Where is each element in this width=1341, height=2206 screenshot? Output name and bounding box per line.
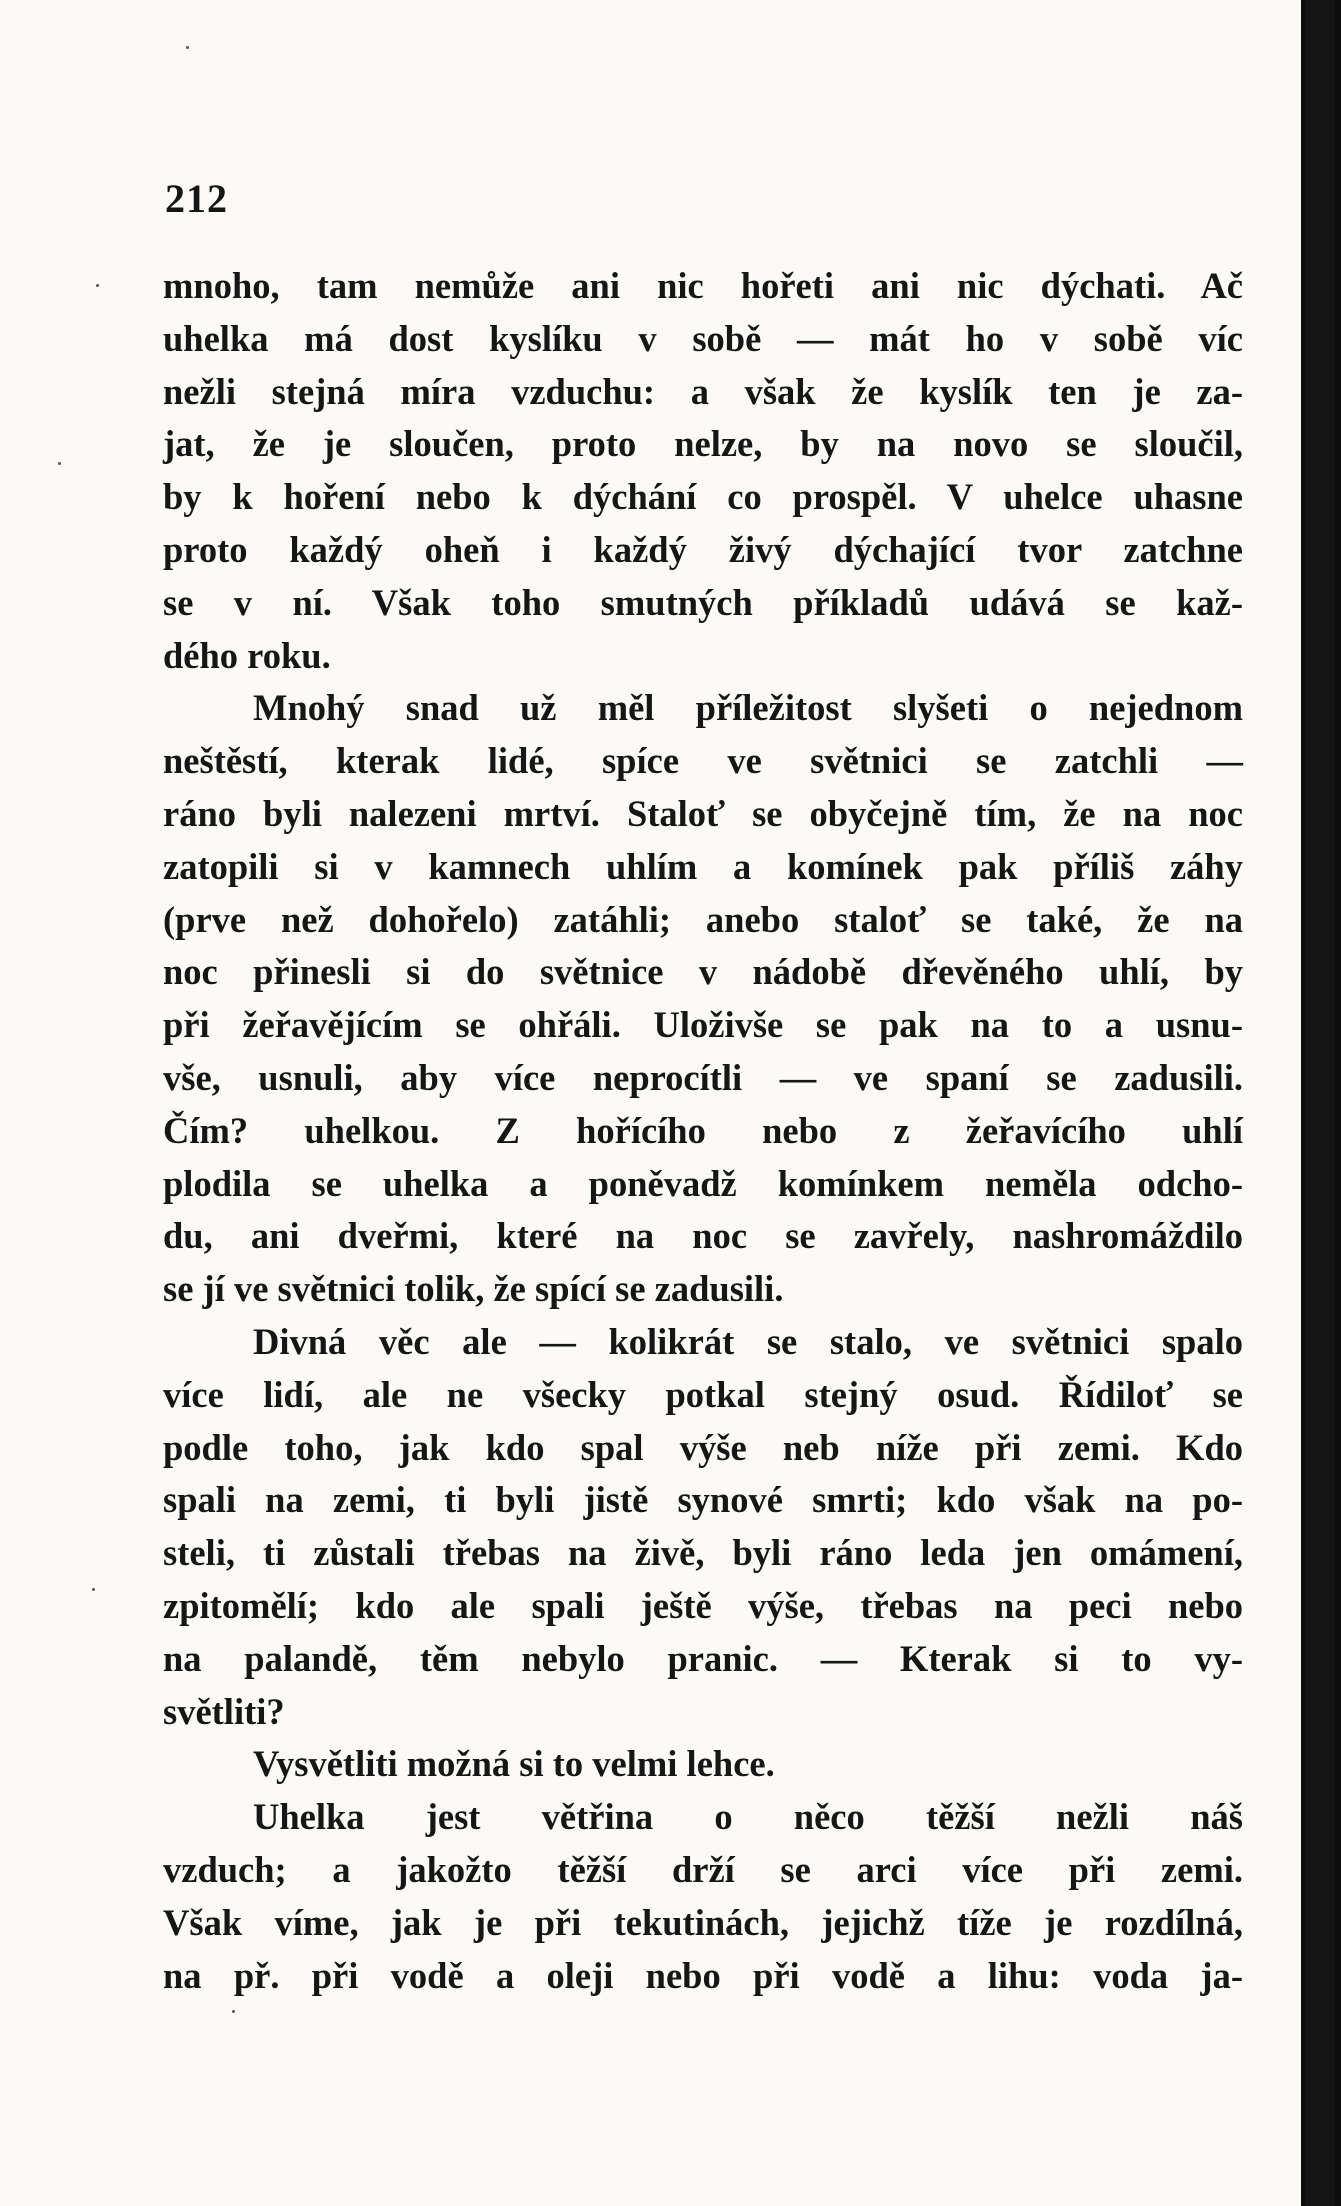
text-line: Však víme, jak je při tekutinách, jejichž tíže je rozdílná, xyxy=(163,1901,1243,1943)
text-line: steli, ti zůstali třebas na živě, byli ráno leda jen omámení, xyxy=(163,1532,1243,1574)
text-line: světliti? xyxy=(163,1690,285,1732)
text-line: (prve než dohořelo) zatáhli; anebo staloť se také, že na xyxy=(163,898,1243,940)
paper-speck xyxy=(92,1588,95,1591)
text-line: jat, že je sloučen, proto nelze, by na novo se sloučil, xyxy=(163,423,1243,465)
paragraph-start-line: Vysvětliti možná si to velmi lehce. xyxy=(253,1743,775,1785)
text-line: plodila se uhelka a poněvadž komínkem neměla odcho- xyxy=(163,1162,1243,1204)
paper-speck xyxy=(96,284,99,287)
paper-speck xyxy=(58,462,61,465)
text-line: na palandě, těm nebylo pranic. — Kterak si to vy- xyxy=(163,1637,1243,1679)
text-line: du, ani dveřmi, které na noc se zavřely, nashromáždilo xyxy=(163,1215,1243,1257)
text-line: Čím? uhelkou. Z hořícího nebo z žeřavícího uhlí xyxy=(163,1109,1243,1151)
text-line: proto každý oheň i každý živý dýchající tvor zatchne xyxy=(163,528,1243,570)
text-line: ráno byli nalezeni mrtví. Staloť se obyčejně tím, že na noc xyxy=(163,792,1243,834)
scan-edge xyxy=(1301,0,1341,2206)
text-line: na př. při vodě a oleji nebo při vodě a lihu: voda ja- xyxy=(163,1954,1243,1996)
text-line: zatopili si v kamnech uhlím a komínek pak příliš záhy xyxy=(163,845,1243,887)
text-line: zpitomělí; kdo ale spali ještě výše, třebas na peci nebo xyxy=(163,1584,1243,1626)
paper-speck xyxy=(186,46,189,49)
body-text xyxy=(163,260,1243,2002)
text-line: při žeřavějícím se ohřáli. Uloživše se pak na to a usnu- xyxy=(163,1004,1243,1046)
text-line: vzduch; a jakožto těžší drží se arci více při zemi. xyxy=(163,1848,1243,1890)
text-line: spali na zemi, ti byli jistě synové smrti; kdo však na po- xyxy=(163,1479,1243,1521)
paragraph-start-line: Divná věc ale — kolikrát se stalo, ve světnici spalo xyxy=(253,1320,1243,1362)
paper-speck xyxy=(232,2010,235,2013)
text-line: nežli stejná míra vzduchu: a však že kyslík ten je za- xyxy=(163,370,1243,412)
page-number: 212 xyxy=(165,176,228,221)
text-line: dého roku. xyxy=(163,634,331,676)
text-line: uhelka má dost kyslíku v sobě — mát ho v sobě víc xyxy=(163,317,1243,359)
text-line: se jí ve světnici tolik, že spící se zadusili. xyxy=(163,1268,784,1310)
paragraph-start-line: Mnohý snad už měl příležitost slyšeti o nejednom xyxy=(253,687,1243,729)
text-line: mnoho, tam nemůže ani nic hořeti ani nic dýchati. Ač xyxy=(163,265,1243,306)
scan-edge-inner xyxy=(1305,0,1335,2206)
text-line: by k hoření nebo k dýchání co prospěl. V uhelce uhasne xyxy=(163,476,1243,518)
text-line: více lidí, ale ne všecky potkal stejný osud. Řídiloť se xyxy=(163,1373,1243,1415)
text-line: se v ní. Však toho smutných příkladů udává se kaž- xyxy=(163,581,1243,623)
text-line: vše, usnuli, aby více neprocítli — ve spaní se zadusili. xyxy=(163,1056,1243,1098)
paragraph-start-line: Uhelka jest větřina o něco těžší nežli náš xyxy=(253,1796,1243,1838)
text-line: podle toho, jak kdo spal výše neb níže při zemi. Kdo xyxy=(163,1426,1243,1468)
text-line: noc přinesli si do světnice v nádobě dřevěného uhlí, by xyxy=(163,951,1243,993)
text-line: neštěstí, kterak lidé, spíce ve světnici se zatchli — xyxy=(163,740,1243,782)
